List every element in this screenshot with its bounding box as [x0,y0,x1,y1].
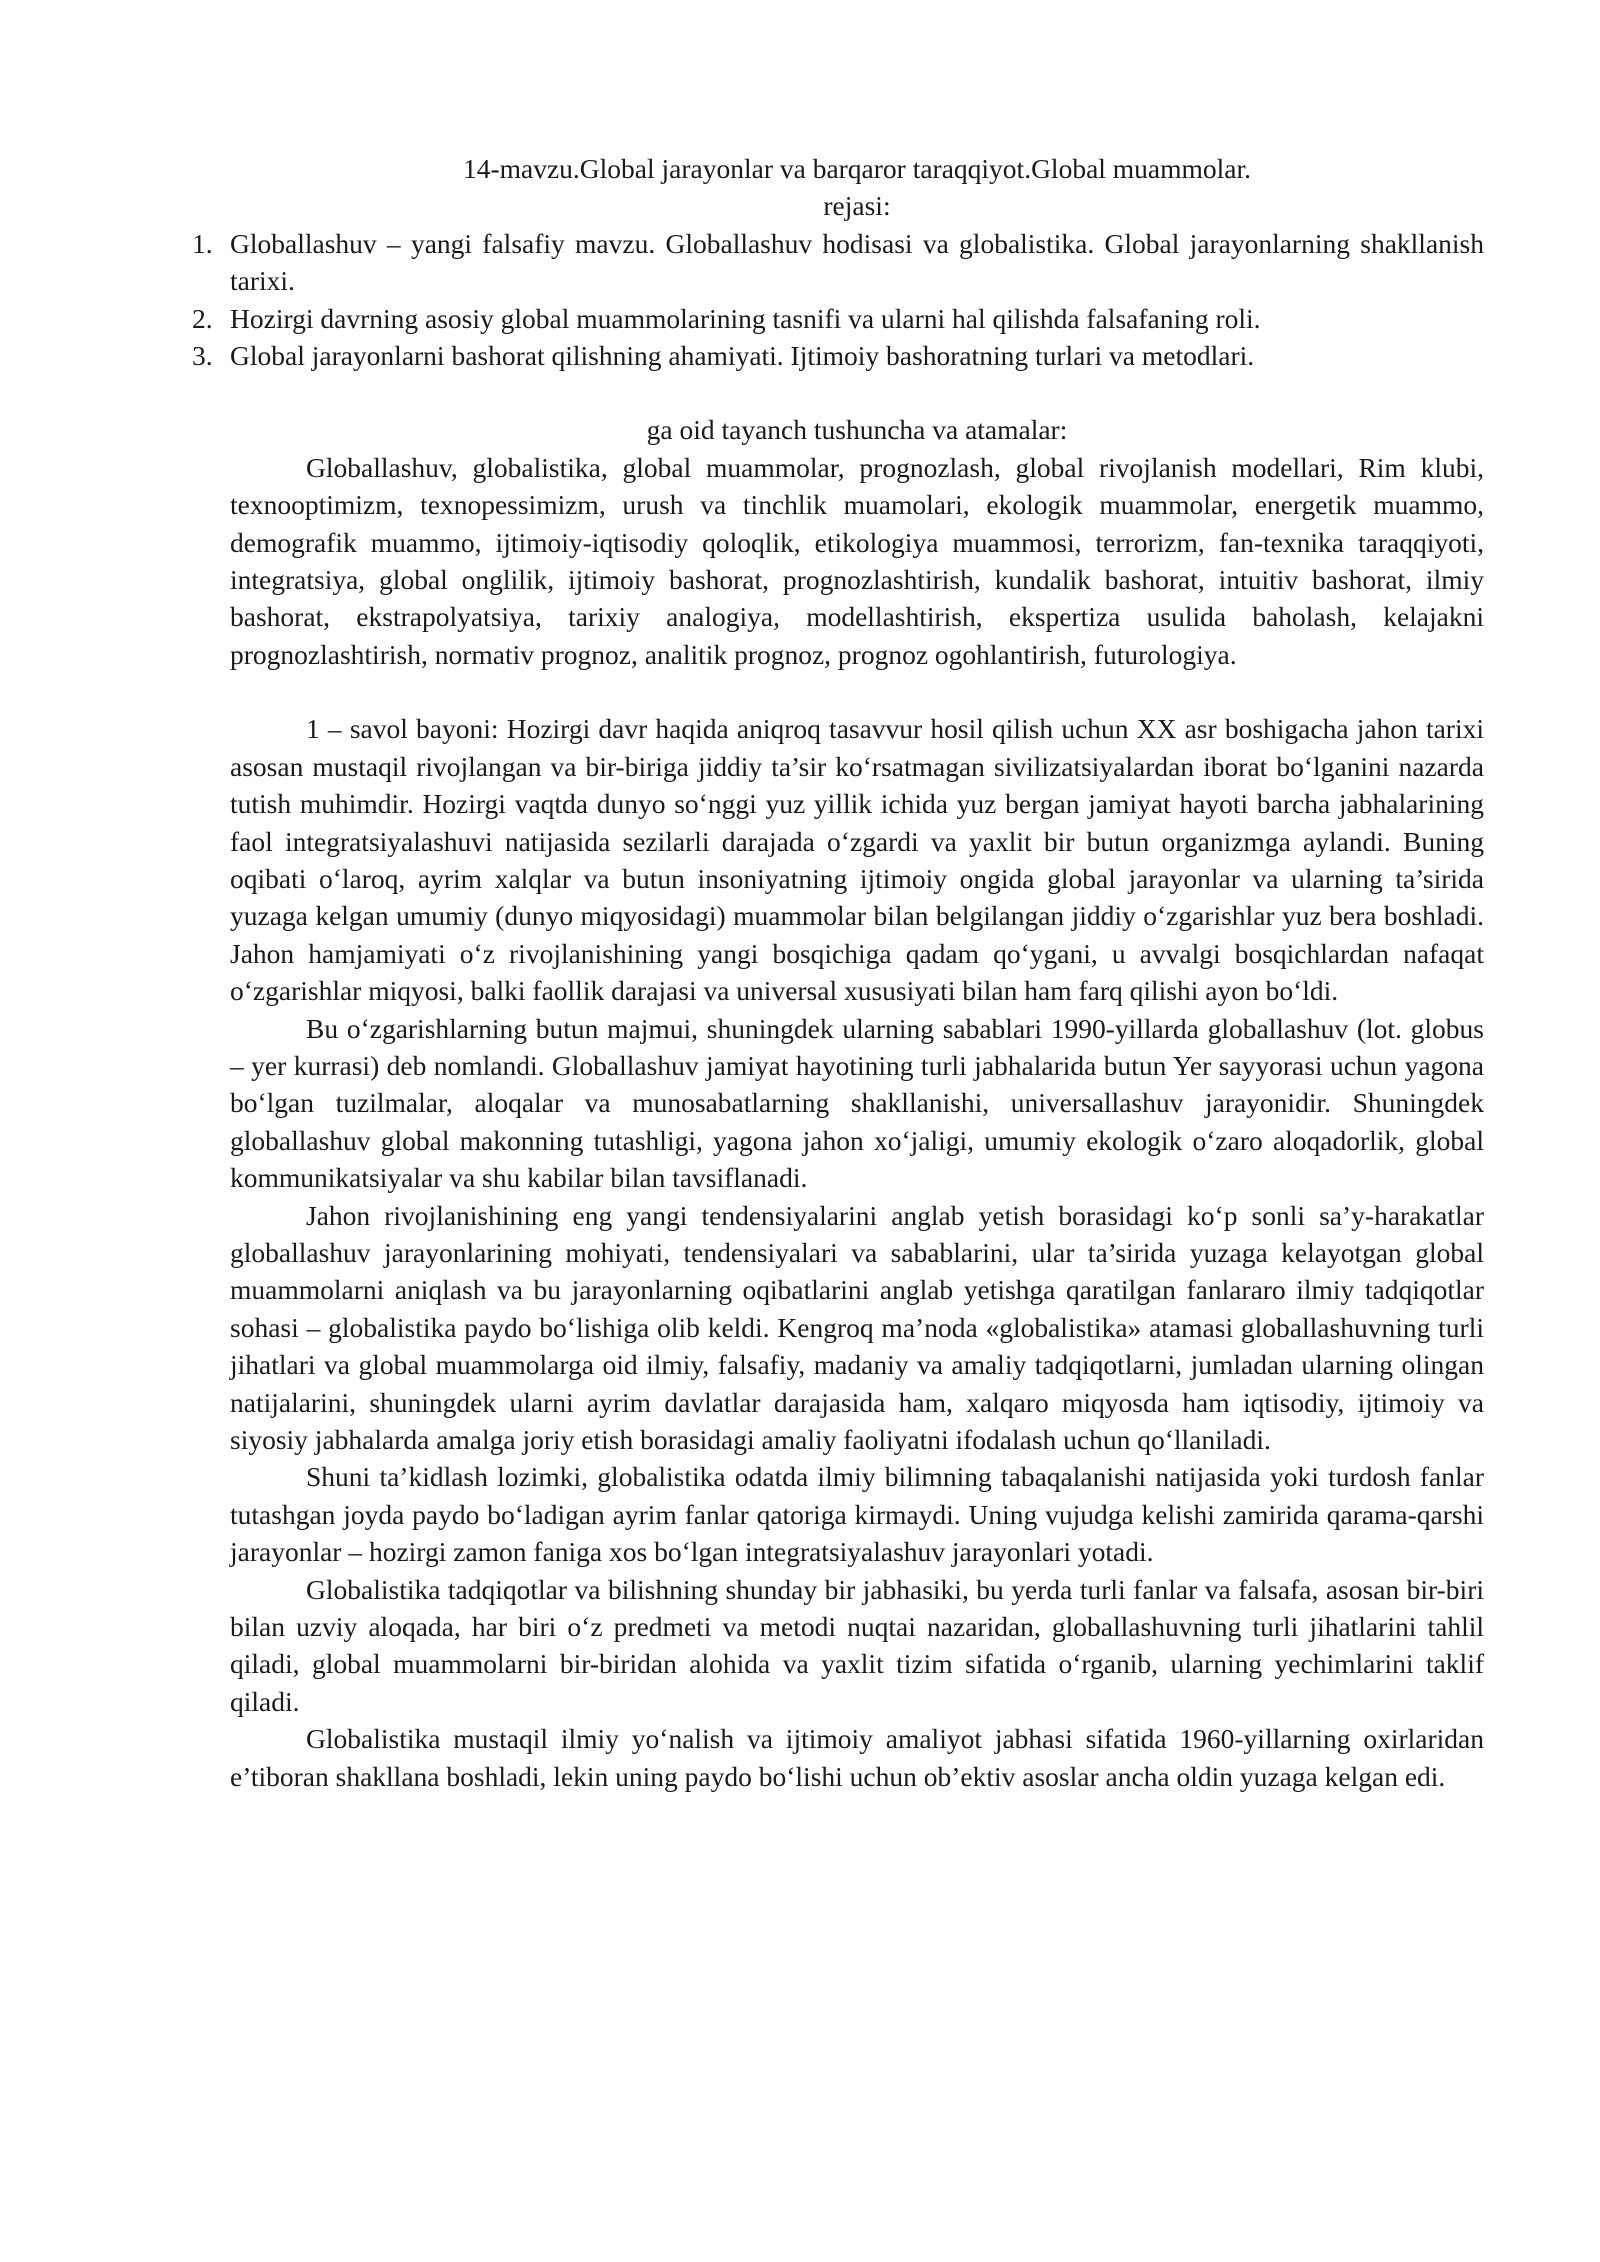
plan-item-text: Globallashuv – yangi falsafiy mavzu. Globallashuv hodisasi va globalistika. Global jarayonlarning shakllanish tarixi. [230,227,1484,297]
plan-item-number: 2. [192,302,213,334]
document-page [192,150,1484,1795]
plan-item [192,300,1484,337]
plan-item-text: Hozirgi davrning asosiy global muammolarining tasnifi va ularni hal qilishda falsafaning roli. [230,302,1261,334]
plan-label: rejasi: [823,190,891,222]
paragraph: Globalistika mustaqil ilmiy yo‘nalish va ijtimoiy amaliyot jabhasi sifatida 1960-yillarning oxirlaridan e’tiboran shakllana boshladi, lekin uning paydo bo‘lishi uchun ob’ektiv asoslar ancha oldin yuzaga kelgan edi. [230,1723,1484,1792]
paragraph: Globalistika tadqiqotlar va bilishning shunday bir jabhasiki, bu yerda turli fanlar va falsafa, asosan bir-biri bilan uzviy aloqada, har biri o‘z predmeti va metodi nuqtai nazaridan, globallashuvning turli jihatlarini tahlil qiladi, global muammolarni bir-biridan alohida va yaxlit tizim sifatida o‘rganib, ularning yechimlarini taklif qiladi. [230,1573,1484,1717]
document-title: 14-mavzu.Global jarayonlar va barqaror taraqqiyot.Global muammolar. [462,153,1252,184]
paragraph: Shuni ta’kidlash lozimki, globalistika odatda ilmiy bilimning tabaqalanishi natijasida yoki turdosh fanlar tutashgan joyda paydo bo‘ladigan ayrim fanlar qatoriga kirmaydi. Uning vujudga kelishi zamirida qarama-qarshi jarayonlar – hozirgi zamon faniga xos bo‘lgan integratsiyalashuv jarayonlari yotadi. [230,1461,1484,1568]
paragraph: Jahon rivojlanishining eng yangi tendensiyalarini anglab yetish borasidagi ko‘p sonli sa’y-harakatlar globallashuv jarayonlarining mohiyati, tendensiyalari va sabablarini, ular ta’sirida yuzaga kelayotgan global muammolarni aniqlash va bu jarayonlarning oqibatlarini anglab yetishga qaratilgan fanlararo ilmiy tadqiqotlar sohasi – globalistika paydo bo‘lishiga olib keldi. Kengroq ma’noda «globalistika» atamasi globallashuvning turli jihatlari va global muammolarga oid ilmiy, falsafiy, madaniy va amaliy tadqiqotlarni, jumladan ularning olingan natijalarini, shuningdek ularni ayrim davlatlar darajasida ham, xalqaro miqyosda ham iqtisodiy, ijtimoiy va siyosiy jabhalarda amalga joriy etish borasidagi amaliy faoliyatni ifodalash uchun qo‘llaniladi. [230,1199,1484,1455]
keywords-text: Globallashuv, globalistika, global muammolar, prognozlash, global rivojlanish modellari, Rim klubi, texnooptimizm, texnopessimizm, urush va tinchlik muamolari, ekologik muammolar, energetik muammo, demografik muammo, ijtimoiy-iqtisodiy qoloqlik, etikologiya muammosi, terrorizm, fan-texnika taraqqiyoti, integratsiya, global onglilik, ijtimoiy bashorat, prognozlashtirish, kundalik bashorat, intuitiv bashorat, ilmiy bashorat, ekstrapolyatsiya, tarixiy analogiya, modellashtirish, ekspertiza usulida baholash, kelajakni prognozlashtirish, normativ prognoz, analitik prognoz, prognoz ogohlantirish, futurologiya. [230,451,1484,670]
plan-item [192,337,1484,374]
plan-list [192,225,1484,375]
spacer [230,673,1484,710]
spacer [230,374,1484,411]
plan-item-number: 3. [192,340,213,372]
keywords-heading: ga oid tayanch tushuncha va atamalar: [646,414,1068,446]
plan-item [192,225,1484,300]
plan-item-text: Global jarayonlarni bashorat qilishning ahamiyati. Ijtimoiy bashoratning turlari va metodlari. [230,340,1255,372]
plan-item-number: 1. [192,227,213,259]
paragraph: 1 – savol bayoni: Hozirgi davr haqida aniqroq tasavvur hosil qilish uchun XX asr boshigacha jahon tarixi asosan mustaqil rivojlangan va bir-biriga jiddiy ta’sir ko‘rsatmagan sivilizatsiyalardan iborat bo‘lganini nazarda tutish muhimdir. Hozirgi vaqtda dunyo so‘nggi yuz yillik ichida yuz bergan jamiyat hayoti barcha jabhalarining faol integratsiyalashuvi natijasida sezilarli darajada o‘zgardi va yaxlit bir butun organizmga aylandi. Buning oqibati o‘laroq, ayrim xalqlar va butun insoniyatning ijtimoiy ongida global jarayonlar va ularning ta’sirida yuzaga kelgan umumiy (dunyo miqyosidagi) muammolar bilan belgilangan jiddiy o‘zgarishlar yuz bera boshladi. Jahon hamjamiyati o‘z rivojlanishining yangi bosqichiga qadam qo‘ygani, u avvalgi bosqichlardan nafaqat o‘zgarishlar miqyosi, balki faollik darajasi va universal xususiyati bilan ham farq qilishi ayon bo‘ldi. [230,713,1484,1007]
paragraph: Bu o‘zgarishlarning butun majmui, shuningdek ularning sabablari 1990-yillarda globallashuv (lot. globus – yer kurrasi) deb nomlandi. Globallashuv jamiyat hayotining turli jabhalarida butun Yer sayyorasi uchun yagona bo‘lgan tuzilmalar, aloqalar va munosabatlarning shakllanishi, universallashuv jarayonidir. Shuningdek globallashuv global makonning tutashligi, yagona jahon xo‘jaligi, umumiy ekologik o‘zaro aloqadorlik, global kommunikatsiyalar va shu kabilar bilan tavsiflanadi. [230,1012,1484,1194]
